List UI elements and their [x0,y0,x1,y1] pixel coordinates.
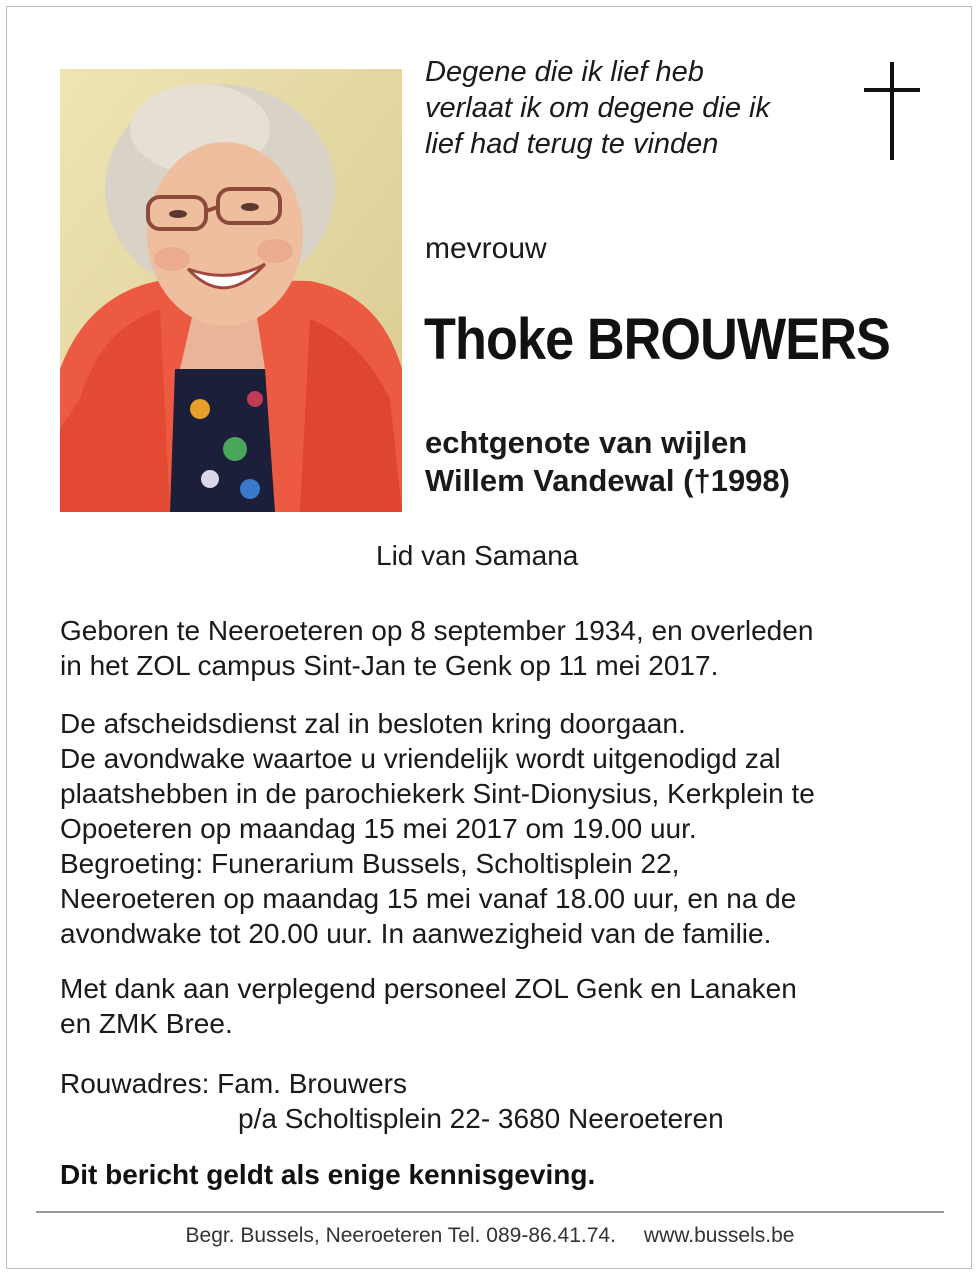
verse [425,54,845,162]
paragraph-line: in het ZOL campus Sint-Jan te Genk op 11 mei 2017. [60,650,719,681]
paragraph-line: De afscheidsdienst zal in besloten kring doorgaan. [60,708,686,739]
paragraph-line: Met dank aan verplegend personeel ZOL Genk en Lanaken [60,973,797,1004]
deceased-name: Thoke BROUWERS [424,307,890,372]
verse-line: Degene die ik lief heb [425,56,704,88]
spouse-line: echtgenote van wijlen [425,425,748,460]
notice: Dit bericht geldt als enige kennisgeving. [60,1159,596,1190]
paragraph-line: De avondwake waartoe u vriendelijk wordt uitgenodigd zal [60,743,781,774]
portrait-photo [60,69,402,512]
verse-line: verlaat ik om degene die ik [425,92,770,124]
divider [36,1211,944,1213]
honorific: mevrouw [425,232,547,265]
mourning-address [60,1066,724,1136]
address-line: p/a Scholtisplein 22- 3680 Neeroeteren [238,1103,724,1134]
spouse-info [425,424,790,500]
latin-cross-icon [862,62,922,160]
birth-death-paragraph [60,613,940,683]
paragraph-line: plaatshebben in de parochiekerk Sint-Dionysius, Kerkplein te [60,778,815,809]
address-line: Rouwadres: Fam. Brouwers [60,1068,408,1099]
paragraph-line: en ZMK Bree. [60,1008,233,1039]
thanks-paragraph [60,971,940,1041]
footer-website[interactable]: www.bussels.be [643,1224,795,1247]
paragraph-line: Geboren te Neeroeteren op 8 september 1934, en overleden [60,615,814,646]
footer-company: Begr. Bussels, Neeroeteren Tel. 089-86.41.74. [185,1224,616,1247]
membership: Lid van Samana [376,540,579,571]
service-paragraph [60,706,940,951]
paragraph-line: avondwake tot 20.00 uur. In aanwezigheid van de familie. [60,918,772,949]
spouse-line: Willem Vandewal (†1998) [425,463,790,498]
paragraph-line: Neeroeteren op maandag 15 mei vanaf 18.00 uur, en na de [60,883,797,914]
footer [0,1224,980,1248]
verse-line: lief had terug te vinden [425,128,719,160]
paragraph-line: Begroeting: Funerarium Bussels, Scholtisplein 22, [60,848,680,879]
portrait-image [60,69,402,512]
paragraph-line: Opoeteren op maandag 15 mei 2017 om 19.00 uur. [60,813,697,844]
